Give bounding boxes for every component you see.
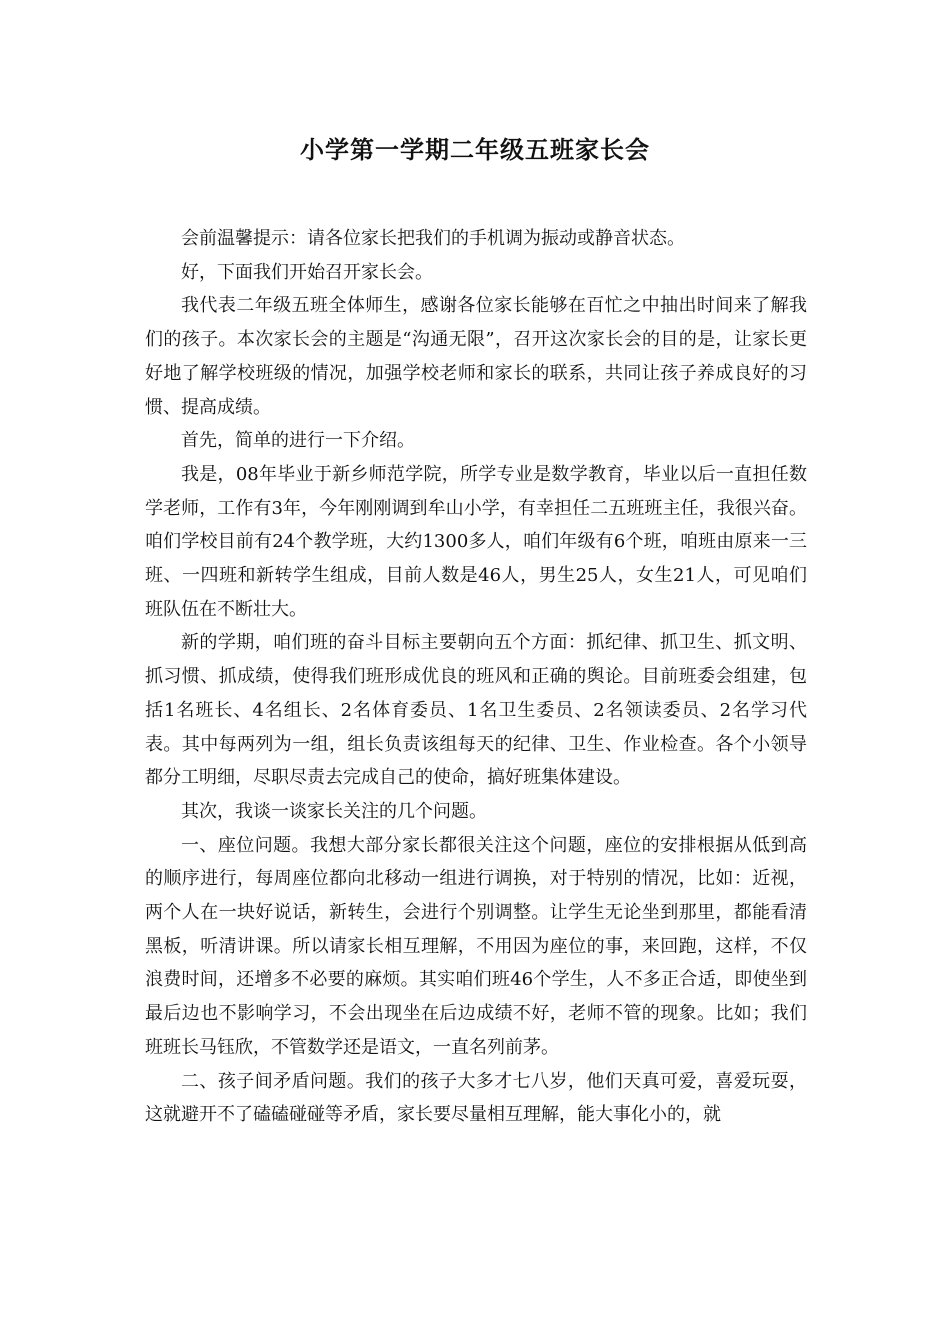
paragraph-teacher-introduction: 我是，08年毕业于新乡师范学院，所学专业是数学教育，毕业以后一直担任数学老师，工作有3年，今年刚刚调到牟山小学，有幸担任二五班班主任，我很兴奋。咱们学校目前有24个教学班，大约1300多人，咱们年级有6个班，咱班由原来一三班、一四班和新转学生组成，目前人数是46人，男生25人，女生21人，可见咱们班队伍在不断壮大。: [145, 463, 807, 620]
paragraph-introduction-lead: 首先，简单的进行一下介绍。: [181, 430, 415, 452]
paragraph-reminder: 会前温馨提示：请各位家长把我们的手机调为振动或静音状态。: [181, 228, 685, 249]
paragraph-seating-issue: 一、座位问题。我想大部分家长都很关注这个问题，座位的安排根据从低到高的顺序进行，每周座位都向北移动一组进行调换，对于特别的情况，比如：近视，两个人在一块好说话，新转生，会进行个别调整。让学生无论坐到那里，都能看清黑板，听清讲课。所以请家长相互理解，不用因为座位的事，来回跑，这样，不仅浪费时间，还增多不必要的麻烦。其实咱们班46个学生，人不多正合适，即使坐到最后边也不影响学习，不会出现坐在后边成绩不好，老师不管的现象。比如；我们班班长马钰欣，不管数学还是语文，一直名列前茅。: [145, 834, 807, 1058]
paragraph-thanks-theme: 我代表二年级五班全体师生，感谢各位家长能够在百忙之中抽出时间来了解我们的孩子。本次家长会的主题是“沟通无限”，召开这次家长会的目的是，让家长更好地了解学校班级的情况，加强学校老师和家长的联系，共同让孩子养成良好的习惯、提高成绩。: [145, 295, 807, 418]
document-body: [145, 222, 807, 1132]
paragraph-opening: 好，下面我们开始召开家长会。: [181, 261, 433, 283]
paragraph-conflict-issue: 二、孩子间矛盾问题。我们的孩子大多才七八岁，他们天真可爱，喜爱玩耍，这就避开不了磕磕碰碰等矛盾，家长要尽量相互理解，能大事化小的，就: [145, 1070, 807, 1126]
paragraph-class-goals: 新的学期，咱们班的奋斗目标主要朝向五个方面：抓纪律、抓卫生、抓文明、抓习惯、抓成绩，使得我们班形成优良的班风和正确的舆论。目前班委会组建，包括1名班长、4名组长、2名体育委员、1名卫生委员、2名领读委员、2名学习代表。其中每两列为一组，组长负责该组每天的纪律、卫生、作业检查。各个小领导都分工明细，尽职尽责去完成自己的使命，搞好班集体建设。: [145, 632, 807, 789]
document-title: 小学第一学期二年级五班家长会: [300, 135, 650, 164]
paragraph-concerns-lead: 其次，我谈一谈家长关注的几个问题。: [181, 800, 487, 822]
